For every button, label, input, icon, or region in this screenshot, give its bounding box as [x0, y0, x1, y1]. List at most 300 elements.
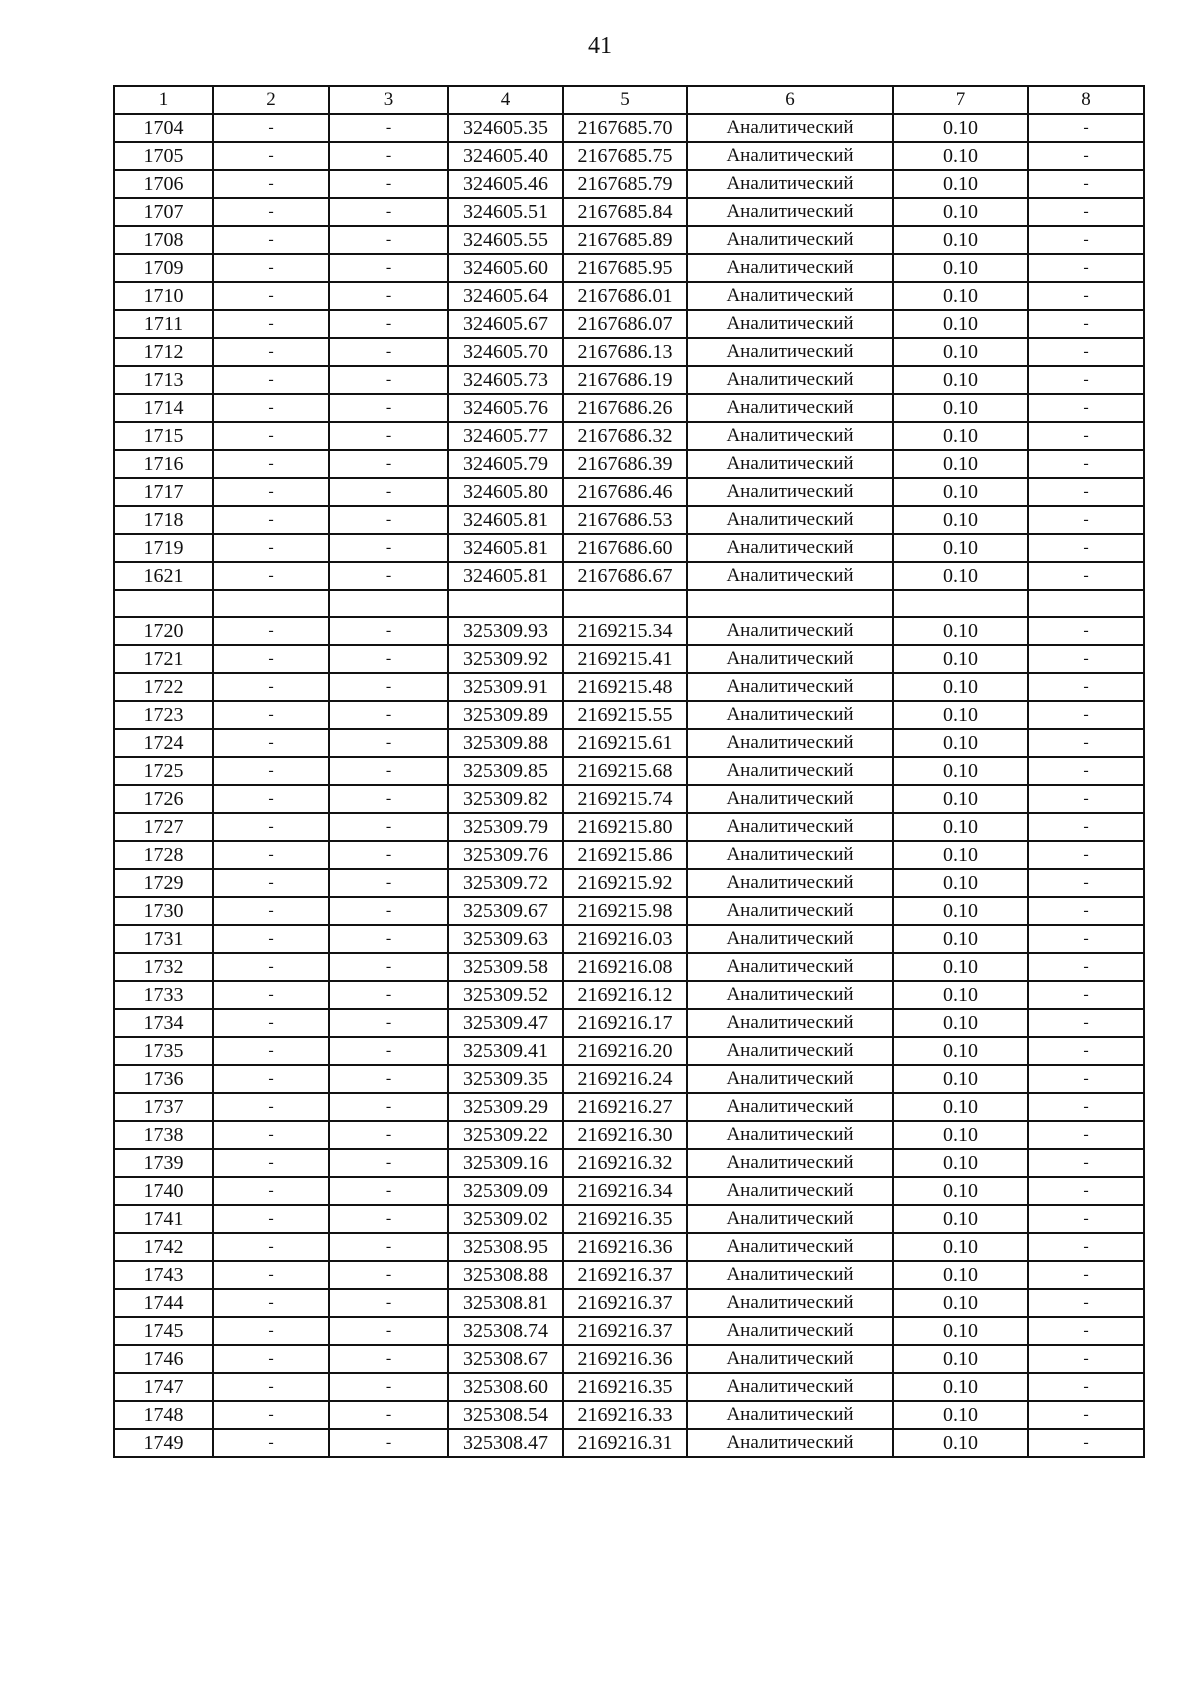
- table-cell: Аналитический: [687, 1205, 893, 1233]
- table-cell: -: [213, 1177, 329, 1205]
- table-cell: -: [1028, 562, 1144, 590]
- table-cell: 2169215.68: [563, 757, 687, 785]
- table-cell: 2167686.53: [563, 506, 687, 534]
- table-cell: 1704: [114, 114, 213, 142]
- table-cell: -: [213, 1121, 329, 1149]
- header-row: [114, 86, 1144, 114]
- table-row: [114, 953, 1144, 981]
- table-cell: Аналитический: [687, 841, 893, 869]
- table-cell: 1717: [114, 478, 213, 506]
- table-cell: -: [213, 1009, 329, 1037]
- table-cell: -: [213, 562, 329, 590]
- table-cell: -: [213, 170, 329, 198]
- table-cell: -: [329, 701, 448, 729]
- table-cell: -: [329, 478, 448, 506]
- table-cell: 0.10: [893, 925, 1028, 953]
- table-cell: -: [213, 366, 329, 394]
- table-cell: 325309.29: [448, 1093, 563, 1121]
- table-cell: Аналитический: [687, 757, 893, 785]
- table-cell: 2169216.30: [563, 1121, 687, 1149]
- header-cell: 4: [448, 86, 563, 114]
- table-cell: 0.10: [893, 1401, 1028, 1429]
- table-cell: 0.10: [893, 1093, 1028, 1121]
- table-cell: -: [329, 1037, 448, 1065]
- table-cell: 2169216.03: [563, 925, 687, 953]
- table-cell: 0.10: [893, 1373, 1028, 1401]
- table-cell: 324605.35: [448, 114, 563, 142]
- table-cell: 325308.60: [448, 1373, 563, 1401]
- table-row: [114, 1037, 1144, 1065]
- table-cell: 0.10: [893, 198, 1028, 226]
- table-cell: 0.10: [893, 1317, 1028, 1345]
- table-cell: -: [213, 534, 329, 562]
- table-cell: 2169216.37: [563, 1261, 687, 1289]
- table-cell: -: [329, 813, 448, 841]
- table-cell: -: [329, 1205, 448, 1233]
- table-cell: 0.10: [893, 729, 1028, 757]
- table-cell: [1028, 590, 1144, 617]
- table-row: [114, 170, 1144, 198]
- table-cell: Аналитический: [687, 673, 893, 701]
- table-cell: -: [213, 1205, 329, 1233]
- table-cell: 0.10: [893, 1149, 1028, 1177]
- table-cell: -: [1028, 142, 1144, 170]
- table-cell: 324605.73: [448, 366, 563, 394]
- table-cell: Аналитический: [687, 534, 893, 562]
- table-cell: -: [213, 1065, 329, 1093]
- header-cell: 5: [563, 86, 687, 114]
- table-cell: -: [213, 1093, 329, 1121]
- table-cell: -: [213, 757, 329, 785]
- table-cell: -: [1028, 1121, 1144, 1149]
- table-row: [114, 841, 1144, 869]
- table-cell: 1745: [114, 1317, 213, 1345]
- table-row: [114, 226, 1144, 254]
- table-cell: -: [329, 953, 448, 981]
- table-cell: 0.10: [893, 310, 1028, 338]
- table-cell: -: [213, 338, 329, 366]
- table-row: [114, 1065, 1144, 1093]
- table-cell: 2167686.01: [563, 282, 687, 310]
- table-cell: -: [213, 450, 329, 478]
- table-cell: 325309.58: [448, 953, 563, 981]
- table-cell: -: [329, 282, 448, 310]
- table-cell: -: [213, 953, 329, 981]
- table-cell: -: [1028, 1065, 1144, 1093]
- table-cell: 2169215.74: [563, 785, 687, 813]
- table-cell: 325309.93: [448, 617, 563, 645]
- table-cell: -: [1028, 1401, 1144, 1429]
- table-cell: Аналитический: [687, 338, 893, 366]
- table-cell: -: [329, 841, 448, 869]
- table-cell: -: [329, 1401, 448, 1429]
- table-cell: 1707: [114, 198, 213, 226]
- table-cell: 0.10: [893, 701, 1028, 729]
- table-cell: -: [1028, 645, 1144, 673]
- table-cell: 2169215.34: [563, 617, 687, 645]
- table-row: [114, 450, 1144, 478]
- table-cell: 0.10: [893, 645, 1028, 673]
- table-cell: 325309.09: [448, 1177, 563, 1205]
- table-cell: -: [1028, 1429, 1144, 1457]
- table-cell: 2169216.27: [563, 1093, 687, 1121]
- table-cell: 2167686.39: [563, 450, 687, 478]
- table-row: [114, 673, 1144, 701]
- table-cell: 1716: [114, 450, 213, 478]
- table-cell: Аналитический: [687, 869, 893, 897]
- table-cell: -: [1028, 673, 1144, 701]
- table-cell: 2169215.41: [563, 645, 687, 673]
- table-cell: -: [213, 114, 329, 142]
- table-row: [114, 1401, 1144, 1429]
- table-cell: [687, 590, 893, 617]
- table-cell: -: [1028, 1037, 1144, 1065]
- table-cell: -: [329, 394, 448, 422]
- table-cell: 2169216.37: [563, 1289, 687, 1317]
- table-cell: 324605.76: [448, 394, 563, 422]
- table-cell: Аналитический: [687, 366, 893, 394]
- table-cell: Аналитический: [687, 394, 893, 422]
- table-cell: -: [329, 450, 448, 478]
- header-cell: 1: [114, 86, 213, 114]
- table-cell: 325309.63: [448, 925, 563, 953]
- table-cell: 0.10: [893, 366, 1028, 394]
- table-row: [114, 366, 1144, 394]
- table-cell: 2169215.92: [563, 869, 687, 897]
- table-cell: -: [1028, 254, 1144, 282]
- table-cell: 1728: [114, 841, 213, 869]
- table-cell: -: [329, 1289, 448, 1317]
- table-cell: 2167686.26: [563, 394, 687, 422]
- table-cell: 325309.41: [448, 1037, 563, 1065]
- table-cell: 2169215.98: [563, 897, 687, 925]
- table-cell: -: [213, 1037, 329, 1065]
- table-cell: -: [329, 226, 448, 254]
- table-cell: 1749: [114, 1429, 213, 1457]
- table-cell: 325308.67: [448, 1345, 563, 1373]
- table-cell: -: [1028, 1093, 1144, 1121]
- table-row: [114, 925, 1144, 953]
- table-row: [114, 254, 1144, 282]
- table-cell: 325309.76: [448, 841, 563, 869]
- table-cell: Аналитический: [687, 226, 893, 254]
- table-cell: -: [213, 1429, 329, 1457]
- table-cell: Аналитический: [687, 981, 893, 1009]
- table-cell: 325309.02: [448, 1205, 563, 1233]
- table-cell: -: [213, 422, 329, 450]
- table-cell: 2169216.36: [563, 1345, 687, 1373]
- table-row: [114, 1177, 1144, 1205]
- table-cell: -: [1028, 394, 1144, 422]
- table-cell: -: [213, 1233, 329, 1261]
- table-cell: -: [329, 506, 448, 534]
- table-cell: -: [213, 226, 329, 254]
- table-cell: 2167686.32: [563, 422, 687, 450]
- table-cell: 0.10: [893, 869, 1028, 897]
- table-cell: Аналитический: [687, 282, 893, 310]
- table-cell: Аналитический: [687, 1429, 893, 1457]
- table-cell: 1724: [114, 729, 213, 757]
- table-cell: 1727: [114, 813, 213, 841]
- table-cell: 2169216.12: [563, 981, 687, 1009]
- table-cell: Аналитический: [687, 478, 893, 506]
- table-cell: -: [329, 1177, 448, 1205]
- table-cell: -: [1028, 1233, 1144, 1261]
- table-cell: 0.10: [893, 1345, 1028, 1373]
- table-row: [114, 1149, 1144, 1177]
- table-cell: -: [213, 645, 329, 673]
- table-cell: 2169216.20: [563, 1037, 687, 1065]
- table-cell: 0.10: [893, 506, 1028, 534]
- table-cell: Аналитический: [687, 1401, 893, 1429]
- table-cell: 1705: [114, 142, 213, 170]
- table-cell: 324605.81: [448, 506, 563, 534]
- table-cell: 2169216.08: [563, 953, 687, 981]
- table-cell: -: [329, 645, 448, 673]
- table-cell: -: [329, 170, 448, 198]
- table-row: [114, 785, 1144, 813]
- table-cell: 1721: [114, 645, 213, 673]
- table-cell: 324605.67: [448, 310, 563, 338]
- table-cell: -: [329, 254, 448, 282]
- table-cell: 1747: [114, 1373, 213, 1401]
- table-cell: 0.10: [893, 981, 1028, 1009]
- table-row: [114, 617, 1144, 645]
- table-cell: -: [1028, 450, 1144, 478]
- table-cell: -: [1028, 701, 1144, 729]
- table-cell: -: [213, 925, 329, 953]
- table-cell: Аналитический: [687, 785, 893, 813]
- table-row: [114, 1373, 1144, 1401]
- table-cell: 0.10: [893, 394, 1028, 422]
- table-row: [114, 422, 1144, 450]
- table-cell: Аналитический: [687, 1233, 893, 1261]
- table-cell: 1729: [114, 869, 213, 897]
- table-cell: [563, 590, 687, 617]
- table-cell: 1734: [114, 1009, 213, 1037]
- table-cell: -: [329, 1345, 448, 1373]
- header-cell: 6: [687, 86, 893, 114]
- table-cell: 1718: [114, 506, 213, 534]
- table-cell: -: [213, 701, 329, 729]
- table-cell: -: [1028, 981, 1144, 1009]
- table-cell: 1621: [114, 562, 213, 590]
- table-cell: -: [1028, 198, 1144, 226]
- table-cell: -: [1028, 869, 1144, 897]
- table-cell: 2169215.80: [563, 813, 687, 841]
- table-cell: -: [1028, 422, 1144, 450]
- table-cell: -: [1028, 897, 1144, 925]
- table-cell: 2169216.32: [563, 1149, 687, 1177]
- table-cell: -: [329, 142, 448, 170]
- table-cell: -: [329, 1373, 448, 1401]
- table-cell: Аналитический: [687, 450, 893, 478]
- table-cell: 324605.70: [448, 338, 563, 366]
- table-cell: -: [213, 617, 329, 645]
- table-cell: -: [329, 869, 448, 897]
- table-cell: 2169216.35: [563, 1373, 687, 1401]
- table-cell: 1719: [114, 534, 213, 562]
- table-cell: 1712: [114, 338, 213, 366]
- table-cell: Аналитический: [687, 701, 893, 729]
- table-cell: 324605.81: [448, 562, 563, 590]
- table-cell: -: [1028, 925, 1144, 953]
- table-cell: 0.10: [893, 785, 1028, 813]
- table-cell: -: [1028, 617, 1144, 645]
- table-cell: 0.10: [893, 478, 1028, 506]
- table-row: [114, 981, 1144, 1009]
- table-cell: -: [329, 1009, 448, 1037]
- table-cell: -: [329, 897, 448, 925]
- table-cell: 2169216.31: [563, 1429, 687, 1457]
- table-cell: -: [213, 897, 329, 925]
- table-cell: 2167685.89: [563, 226, 687, 254]
- table-cell: -: [329, 1233, 448, 1261]
- table-cell: Аналитический: [687, 617, 893, 645]
- table-cell: -: [329, 925, 448, 953]
- table-cell: [893, 590, 1028, 617]
- table-cell: -: [1028, 338, 1144, 366]
- table-cell: 1731: [114, 925, 213, 953]
- table-cell: Аналитический: [687, 953, 893, 981]
- table-cell: 0.10: [893, 338, 1028, 366]
- table-cell: Аналитический: [687, 1345, 893, 1373]
- header-cell: 7: [893, 86, 1028, 114]
- table-cell: -: [329, 338, 448, 366]
- table-cell: 1740: [114, 1177, 213, 1205]
- table-cell: -: [213, 1317, 329, 1345]
- table-cell: -: [329, 757, 448, 785]
- table-cell: 2169216.24: [563, 1065, 687, 1093]
- table-row: [114, 813, 1144, 841]
- table-cell: -: [329, 422, 448, 450]
- table-cell: 325309.82: [448, 785, 563, 813]
- table-cell: -: [213, 1261, 329, 1289]
- table-row: [114, 1261, 1144, 1289]
- table-cell: -: [1028, 1177, 1144, 1205]
- table-row: [114, 1233, 1144, 1261]
- table-cell: 0.10: [893, 1289, 1028, 1317]
- table-cell: 0.10: [893, 254, 1028, 282]
- table-cell: -: [1028, 170, 1144, 198]
- table-cell: 1723: [114, 701, 213, 729]
- table-cell: 1744: [114, 1289, 213, 1317]
- table-cell: 1710: [114, 282, 213, 310]
- table-cell: 325309.47: [448, 1009, 563, 1037]
- table-cell: 2167685.79: [563, 170, 687, 198]
- table-cell: 0.10: [893, 953, 1028, 981]
- table-cell: 1741: [114, 1205, 213, 1233]
- table-cell: -: [1028, 1317, 1144, 1345]
- table-cell: -: [1028, 366, 1144, 394]
- table-cell: -: [1028, 226, 1144, 254]
- table-cell: Аналитический: [687, 1177, 893, 1205]
- table-row: [114, 645, 1144, 673]
- table-cell: -: [329, 366, 448, 394]
- coordinates-table: [113, 85, 1145, 1458]
- table-cell: -: [329, 534, 448, 562]
- table-cell: 0.10: [893, 1009, 1028, 1037]
- table-cell: 325308.47: [448, 1429, 563, 1457]
- table-cell: -: [1028, 1205, 1144, 1233]
- table-cell: 2167685.84: [563, 198, 687, 226]
- table-cell: 0.10: [893, 282, 1028, 310]
- table-cell: 324605.51: [448, 198, 563, 226]
- table-row: [114, 729, 1144, 757]
- table-cell: 1733: [114, 981, 213, 1009]
- header-cell: 2: [213, 86, 329, 114]
- table-cell: 324605.60: [448, 254, 563, 282]
- table-cell: -: [1028, 757, 1144, 785]
- table-cell: 1746: [114, 1345, 213, 1373]
- table-cell: -: [329, 1317, 448, 1345]
- table-cell: -: [1028, 506, 1144, 534]
- table-cell: [448, 590, 563, 617]
- table-cell: 325309.16: [448, 1149, 563, 1177]
- table-cell: 2169216.37: [563, 1317, 687, 1345]
- table-cell: [329, 590, 448, 617]
- table-row: [114, 1429, 1144, 1457]
- table-cell: 2169215.55: [563, 701, 687, 729]
- table-cell: -: [213, 1401, 329, 1429]
- table-cell: -: [213, 1149, 329, 1177]
- table-cell: -: [329, 1149, 448, 1177]
- table-cell: -: [1028, 953, 1144, 981]
- table-cell: 1713: [114, 366, 213, 394]
- table-cell: 2169215.48: [563, 673, 687, 701]
- table-row: [114, 1121, 1144, 1149]
- table-cell: -: [1028, 478, 1144, 506]
- table-cell: 2169216.36: [563, 1233, 687, 1261]
- table-cell: -: [213, 813, 329, 841]
- table-row: [114, 1345, 1144, 1373]
- table-cell: 1714: [114, 394, 213, 422]
- table-cell: -: [329, 562, 448, 590]
- table-cell: -: [213, 981, 329, 1009]
- table-cell: 1739: [114, 1149, 213, 1177]
- table-cell: -: [1028, 534, 1144, 562]
- table-cell: Аналитический: [687, 506, 893, 534]
- table-row: [114, 1317, 1144, 1345]
- table-cell: -: [213, 1345, 329, 1373]
- table-cell: 2167685.95: [563, 254, 687, 282]
- table-cell: 1735: [114, 1037, 213, 1065]
- table-cell: 325309.85: [448, 757, 563, 785]
- table-row: [114, 338, 1144, 366]
- table-cell: 2169215.61: [563, 729, 687, 757]
- table-cell: Аналитический: [687, 1261, 893, 1289]
- table-cell: -: [213, 394, 329, 422]
- table-body: [114, 86, 1144, 1457]
- table-cell: 325309.22: [448, 1121, 563, 1149]
- table-row: [114, 1009, 1144, 1037]
- table-cell: 324605.40: [448, 142, 563, 170]
- table-cell: Аналитический: [687, 729, 893, 757]
- table-cell: 324605.79: [448, 450, 563, 478]
- table-cell: Аналитический: [687, 114, 893, 142]
- table-cell: 0.10: [893, 142, 1028, 170]
- table-cell: -: [1028, 729, 1144, 757]
- table-cell: -: [1028, 1009, 1144, 1037]
- page-number: 41: [588, 33, 612, 59]
- table-cell: 0.10: [893, 1037, 1028, 1065]
- table-cell: -: [329, 673, 448, 701]
- table-row: [114, 1205, 1144, 1233]
- table-cell: Аналитический: [687, 813, 893, 841]
- table-cell: 1708: [114, 226, 213, 254]
- table-cell: -: [329, 617, 448, 645]
- table-cell: -: [329, 785, 448, 813]
